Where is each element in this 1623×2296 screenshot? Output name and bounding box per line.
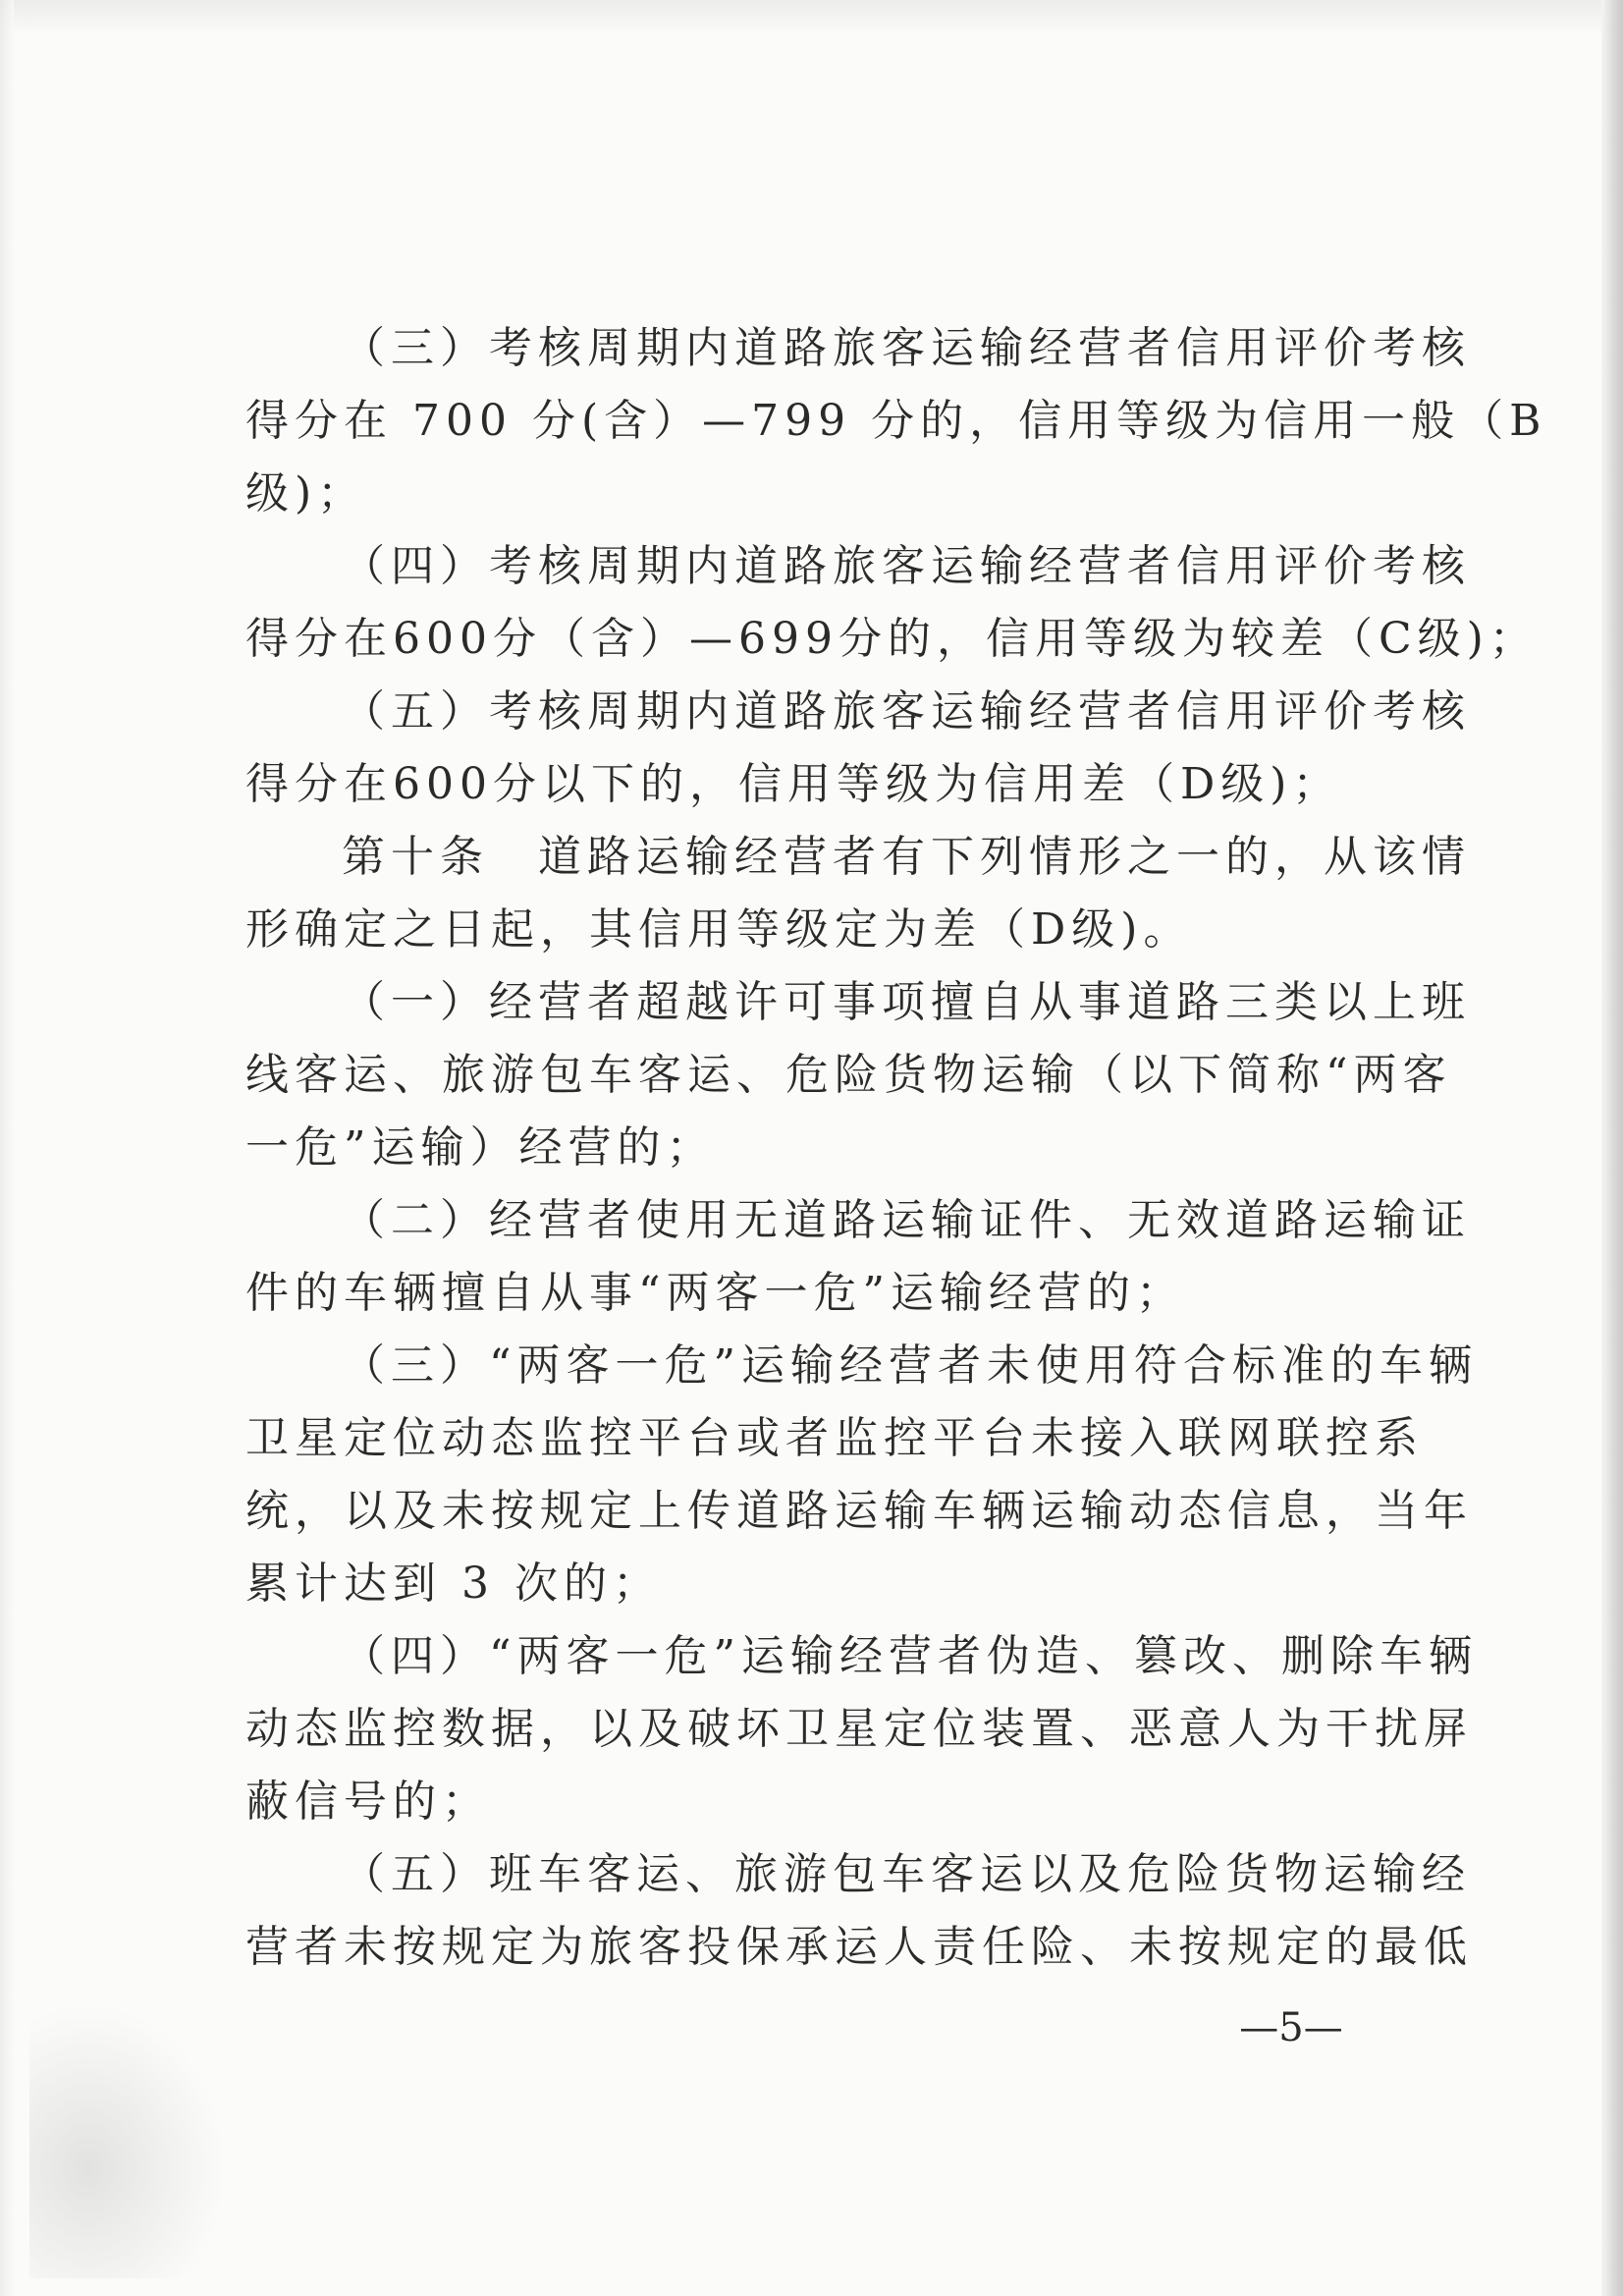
text-line: 蔽信号的； (245, 1777, 491, 1827)
text-line: （二）经营者使用无道路运输证件、无效道路运输证 (342, 1195, 1471, 1245)
article-10-item-5 (245, 1838, 1473, 1984)
text-line: 得分在600分以下的，信用等级为信用差（D级)； (245, 759, 1342, 809)
text-line: 营者未按规定为旅客投保承运人责任险、未按规定的最低 (245, 1922, 1473, 1972)
article-10-item-2 (245, 1184, 1471, 1330)
page-number: —5— (1239, 2005, 1343, 2050)
text-line: 一危”运输）经营的； (245, 1122, 716, 1173)
paragraph-item-5-grade-d (245, 676, 1471, 821)
paragraph-item-4-grade-c (245, 530, 1539, 676)
text-line: （三）“两客一危”运输经营者未使用符合标准的车辆 (342, 1340, 1478, 1391)
text-line: 第十条 道路运输经营者有下列情形之一的，从该情 (342, 832, 1471, 882)
scan-smudge (29, 2003, 226, 2278)
text-line: 动态监控数据，以及破坏卫星定位装置、恶意人为干扰屏 (245, 1704, 1473, 1754)
text-line: 形确定之日起，其信用等级定为差（D级)。 (245, 904, 1193, 955)
scan-shadow-left (0, 0, 14, 2296)
text-line: （一）经营者超越许可事项擅自从事道路三类以上班 (342, 977, 1471, 1027)
text-line: （五）班车客运、旅游包车客运以及危险货物运输经 (342, 1849, 1471, 1899)
text-line: 累计达到 3 次的； (245, 1558, 662, 1609)
paragraph-item-3-grade-b (245, 312, 1547, 530)
text-line: 线客运、旅游包车客运、危险货物运输（以下简称“两客 (245, 1050, 1452, 1100)
text-line: （三）考核周期内道路旅客运输经营者信用评价考核 (342, 323, 1471, 373)
text-line: 得分在600分（含）—699分的，信用等级为较差（C级)； (245, 614, 1539, 664)
text-line: 统，以及未按规定上传道路运输车辆运输动态信息，当年 (245, 1486, 1473, 1536)
scan-shadow-top (0, 0, 1623, 35)
text-line: 件的车辆擅自从事“两客一危”运输经营的； (245, 1268, 1185, 1318)
text-line: 级)； (245, 468, 367, 519)
text-line: （四）“两客一危”运输经营者伪造、篡改、删除车辆 (342, 1631, 1478, 1681)
text-line: （五）考核周期内道路旅客运输经营者信用评价考核 (342, 686, 1471, 737)
text-line: 卫星定位动态监控平台或者监控平台未接入联网联控系 (245, 1413, 1424, 1463)
scan-shadow-right (1601, 0, 1623, 2296)
article-10-item-1 (245, 966, 1471, 1184)
article-10-item-4 (245, 1620, 1478, 1838)
text-line: 得分在 700 分(含）—799 分的，信用等级为信用一般（B (245, 396, 1547, 446)
article-10-item-3 (245, 1330, 1478, 1620)
article-10 (245, 821, 1471, 966)
text-line: （四）考核周期内道路旅客运输经营者信用评价考核 (342, 541, 1471, 591)
document-body (245, 312, 1547, 1984)
